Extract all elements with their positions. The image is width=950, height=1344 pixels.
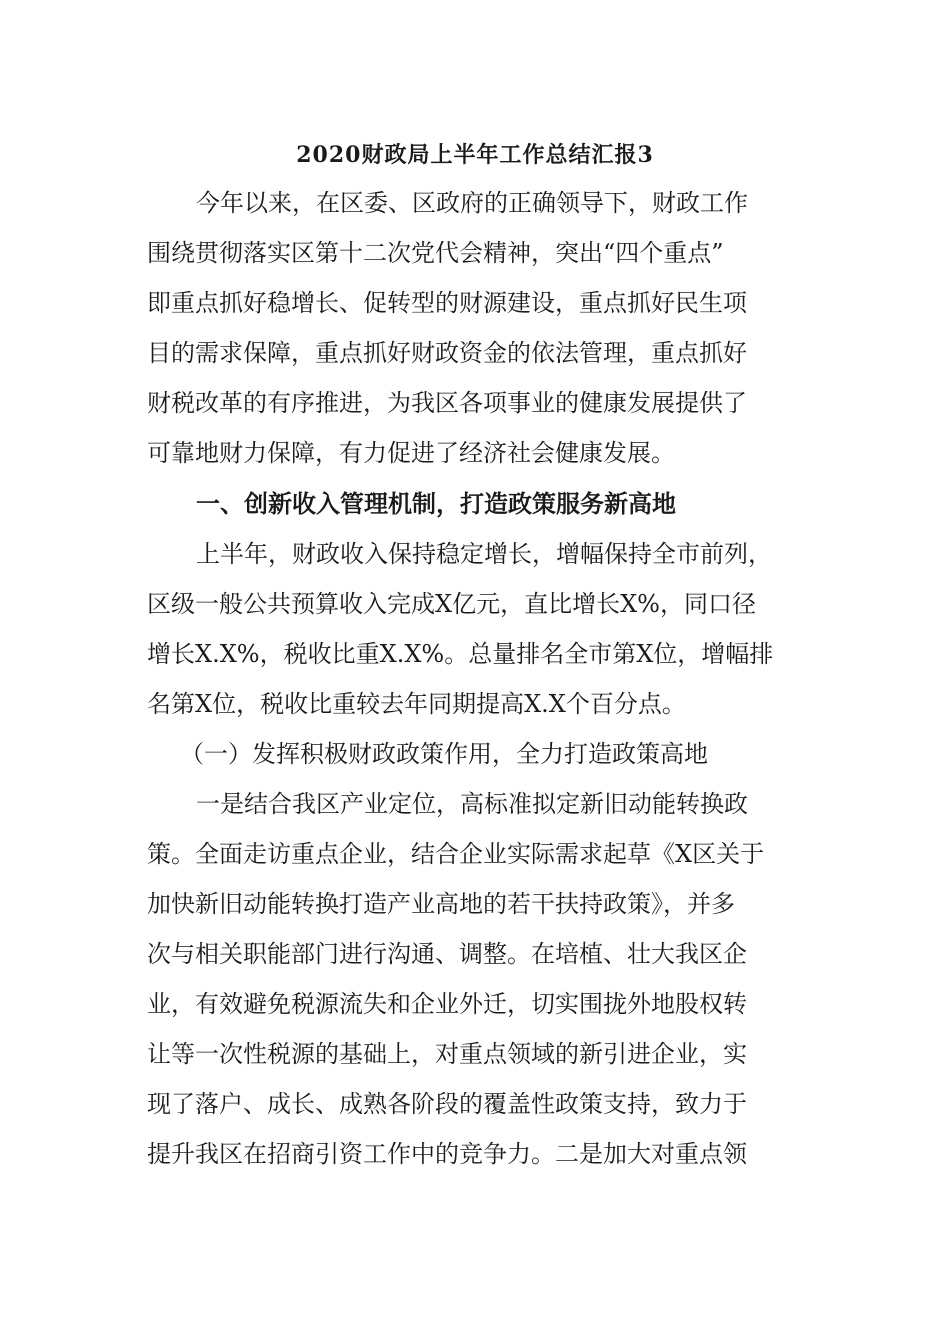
line-text: 现了落户、成长、成熟各阶段的覆盖性政策支持，致力于 [147,1090,747,1118]
line-text: 可靠地财力保障，有力促进了经济社会健康发展。 [147,439,675,467]
subsection-heading-text: （一）发挥积极财政政策作用，全力打造政策高地 [180,740,708,768]
line-text: 名第X位，税收比重较去年同期提高X.X个百分点。 [147,690,686,718]
line-text: 一是结合我区产业定位，高标准拟定新旧动能转换政 [196,790,748,818]
line-text: 策。全面走访重点企业，结合企业实际需求起草《X区关于 [147,840,765,868]
line-text: 区级一般公共预算收入完成X亿元，直比增长X%，同口径 [147,590,756,618]
line-text: 财税改革的有序推进，为我区各项事业的健康发展提供了 [147,389,747,417]
line-text: 加快新旧动能转换打造产业高地的若干扶持政策》，并多 [147,890,735,918]
line-text: 目的需求保障，重点抓好财政资金的依法管理，重点抓好 [147,339,747,367]
line-text: 围绕贯彻落实区第十二次党代会精神，突出“四个重点” [147,239,724,267]
line-text: 上半年，财政收入保持稳定增长，增幅保持全市前列， [196,540,772,568]
line-text: 次与相关职能部门进行沟通、调整。在培植、壮大我区企 [147,940,747,968]
line-text: 今年以来，在区委、区政府的正确领导下，财政工作 [196,189,748,217]
line-text: 即重点抓好稳增长、促转型的财源建设，重点抓好民生项 [147,289,747,317]
section-heading-text: 一、创新收入管理机制，打造政策服务新高地 [196,489,676,518]
line-text: 业，有效避免税源流失和企业外迁，切实围拢外地股权转 [147,990,747,1018]
line-text: 提升我区在招商引资工作中的竞争力。二是加大对重点领 [147,1140,747,1168]
line-text: 让等一次性税源的基础上，对重点领域的新引进企业，实 [147,1040,747,1068]
document-title: 2020财政局上半年工作总结汇报3 [296,142,654,168]
line-text: 增长X.X%，税收比重X.X%。总量排名全市第X位，增幅排 [147,640,774,668]
